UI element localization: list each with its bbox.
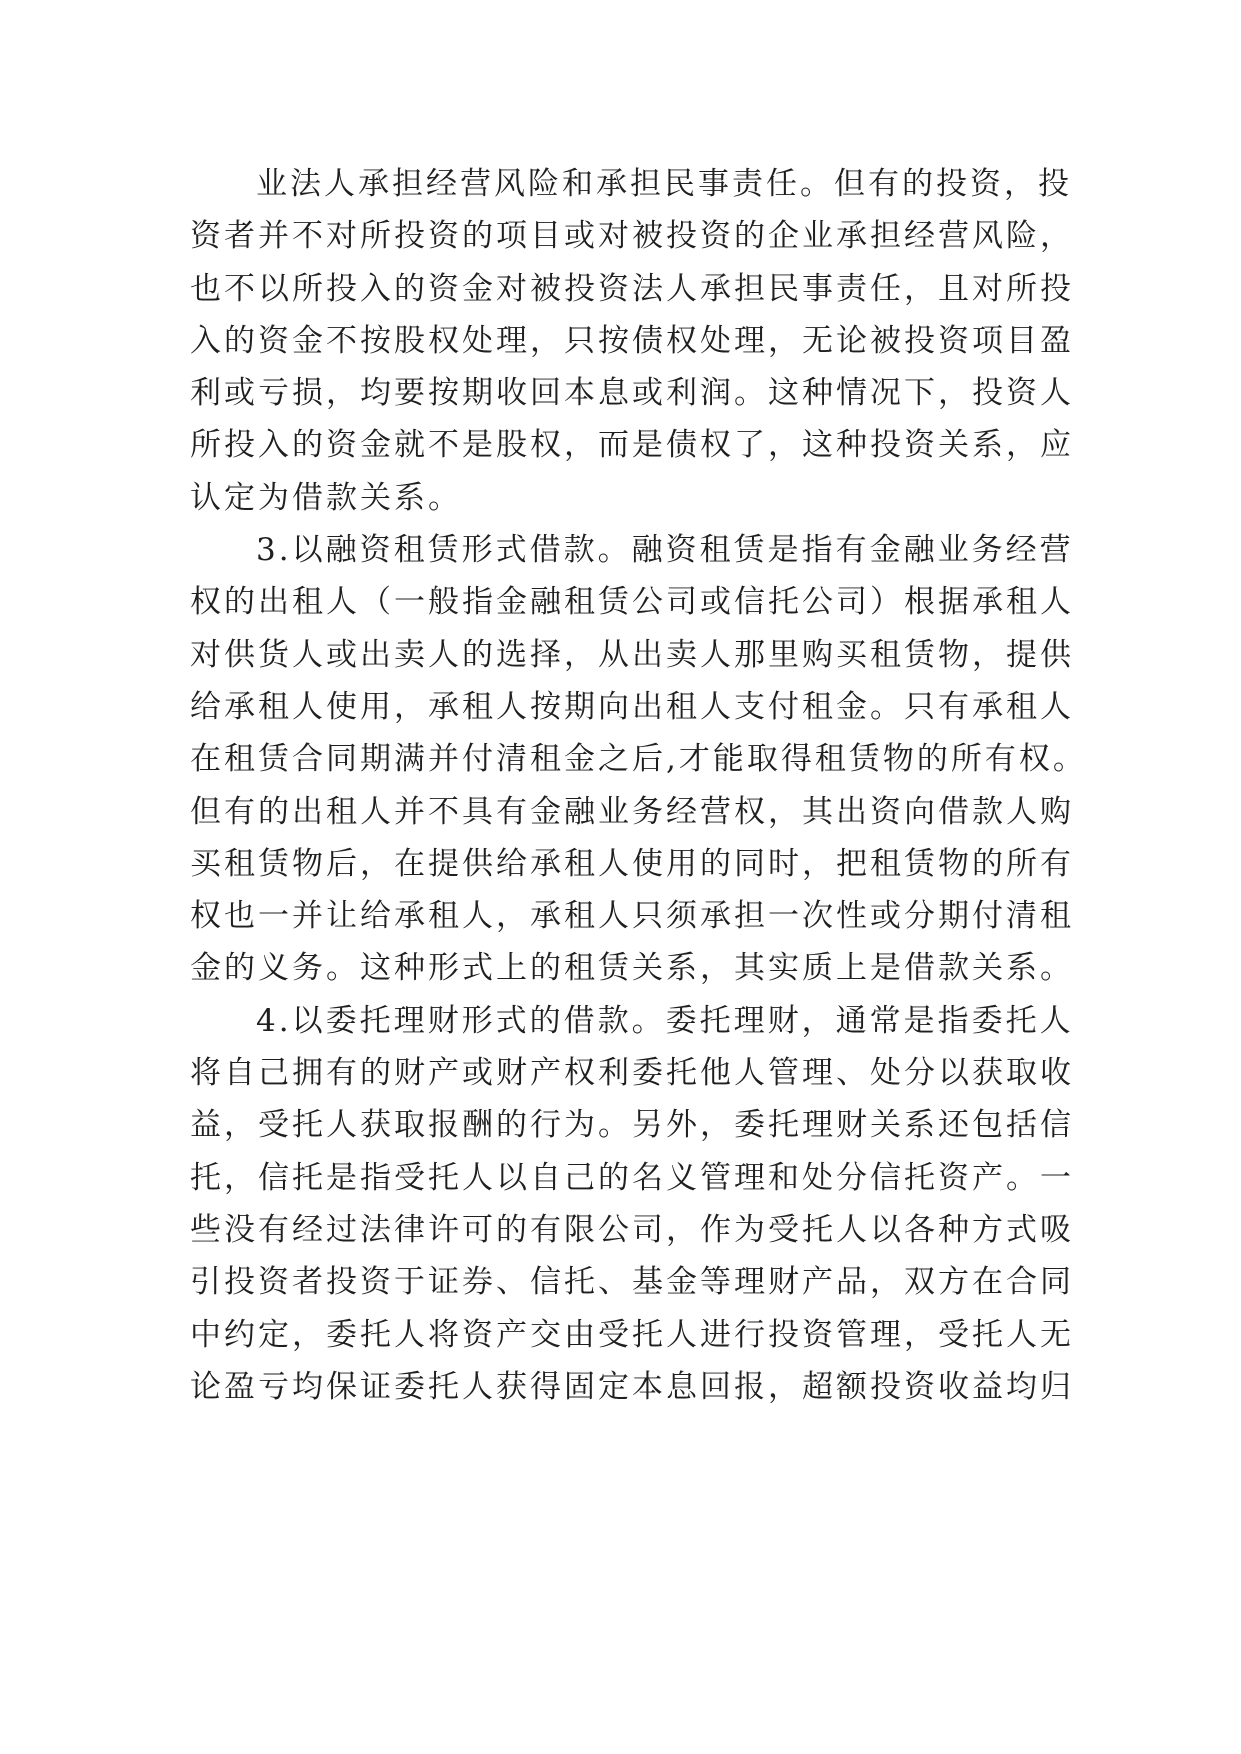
section-heading-line: 3.以融资租赁形式借款。融资租赁是指有金融业务经营 (256, 532, 1074, 569)
text-line: 权的出租人（一般指金融租赁公司或信托公司）根据承租人 (190, 584, 1074, 621)
text-line: 给承租人使用，承租人按期向出租人支付租金。只有承租人 (190, 688, 1074, 725)
text-line: 业法人承担经营风险和承担民事责任。但有的投资，投 (256, 166, 1072, 202)
text-line: 将自己拥有的财产或财产权利委托他人管理、处分以获取收 (190, 1055, 1074, 1092)
text-line: 但有的出租人并不具有金融业务经营权，其出资向借款人购 (190, 793, 1074, 830)
text-line: 在租赁合同期满并付清租金之后,才能取得租赁物的所有权。 (190, 741, 1087, 778)
text-line: 中约定，委托人将资产交由受托人进行投资管理，受托人无 (190, 1316, 1074, 1353)
text-line: 资者并不对所投资的项目或对被投资的企业承担经营风险， (190, 218, 1074, 255)
text-line: 认定为借款关系。 (190, 479, 462, 516)
text-line: 利或亏损，均要按期收回本息或利润。这种情况下，投资人 (190, 375, 1074, 412)
text-line: 买租赁物后，在提供给承租人使用的同时，把租赁物的所有 (190, 845, 1074, 882)
section-heading-line: 4.以委托理财形式的借款。委托理财，通常是指委托人 (256, 1002, 1074, 1039)
text-line: 些没有经过法律许可的有限公司，作为受托人以各种方式吸 (190, 1211, 1074, 1248)
body-text (190, 158, 1087, 1413)
text-line: 入的资金不按股权处理，只按债权处理，无论被投资项目盈 (190, 322, 1074, 359)
text-line: 益，受托人获取报酬的行为。另外，委托理财关系还包括信 (190, 1107, 1074, 1144)
text-line: 引投资者投资于证券、信托、基金等理财产品，双方在合同 (190, 1264, 1074, 1301)
text-line: 论盈亏均保证委托人获得固定本息回报，超额投资收益均归 (190, 1368, 1074, 1405)
text-line: 对供货人或出卖人的选择，从出卖人那里购买租赁物，提供 (190, 636, 1074, 673)
text-line: 权也一并让给承租人，承租人只须承担一次性或分期付清租 (190, 898, 1074, 935)
text-line: 托，信托是指受托人以自己的名义管理和处分信托资产。一 (190, 1159, 1074, 1196)
text-line: 金的义务。这种形式上的租赁关系，其实质上是借款关系。 (190, 950, 1074, 987)
text-line: 也不以所投入的资金对被投资法人承担民事责任，且对所投 (190, 270, 1074, 307)
text-line: 所投入的资金就不是股权，而是债权了，这种投资关系，应 (190, 427, 1074, 464)
